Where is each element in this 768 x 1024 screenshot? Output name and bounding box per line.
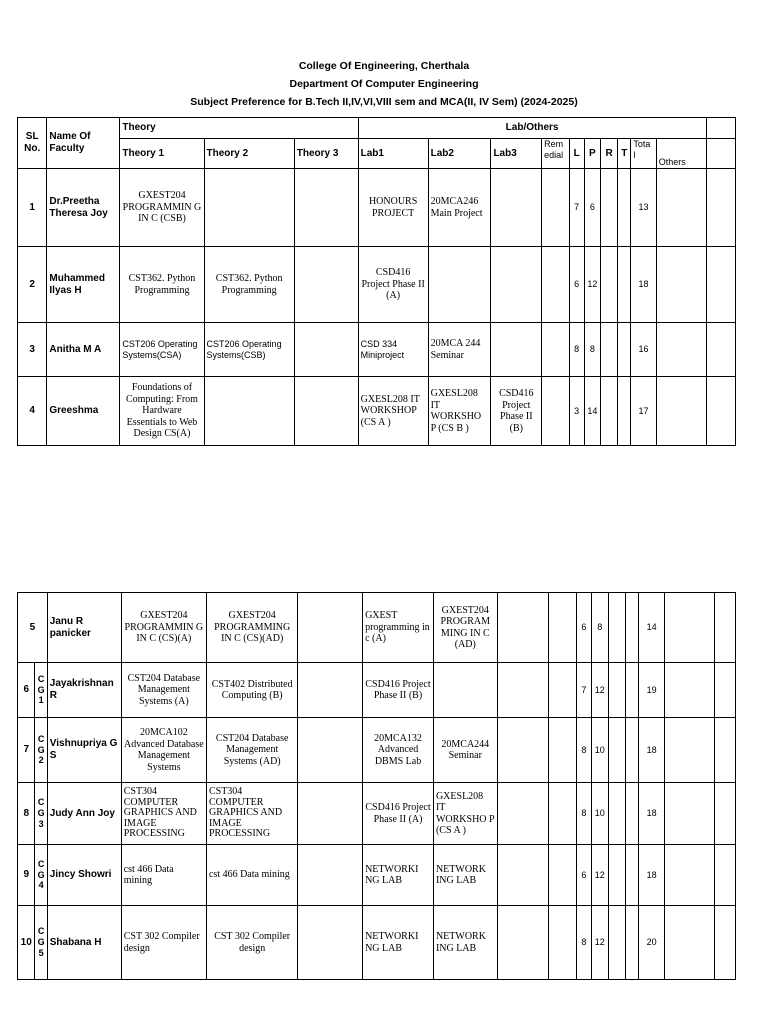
- cell-lab1: CSD416 Project Phase II (A): [363, 783, 434, 845]
- table-row: [18, 377, 736, 446]
- cell-lab1: NETWORKI NG LAB: [363, 906, 434, 980]
- cell-r: [608, 593, 625, 663]
- cell-remedial: [548, 718, 576, 783]
- cell-remedial: [548, 845, 576, 906]
- col-header-lab3: Lab3: [491, 139, 542, 169]
- empty-cell: [715, 663, 736, 718]
- cell-sl: 2: [18, 247, 47, 323]
- cell-lab2: 20MCA246 Main Project: [428, 169, 491, 247]
- col-header-p: P: [584, 139, 600, 169]
- cell-sl: 5: [18, 593, 48, 663]
- cell-theory3: [294, 247, 358, 323]
- cell-sl: 3: [18, 323, 47, 377]
- empty-cell: [706, 139, 736, 169]
- cell-lab3: [491, 247, 542, 323]
- cell-sl: 1: [18, 169, 47, 247]
- col-header-theory3: Theory 3: [294, 139, 358, 169]
- cell-lab1: GXESL208 IT WORKSHOP (CS A ): [358, 377, 428, 446]
- cell-theory1: cst 466 Data mining: [121, 845, 206, 906]
- cell-total: 18: [639, 718, 665, 783]
- empty-cell: [715, 718, 736, 783]
- table-row: [18, 169, 736, 247]
- cell-theory2: [204, 377, 294, 446]
- cell-theory1: CST204 Database Management Systems (A): [121, 663, 206, 718]
- cell-theory3: [298, 845, 363, 906]
- cell-lab2: [433, 663, 497, 718]
- cell-lab1: HONOURS PROJECT: [358, 169, 428, 247]
- col-header-sl: SL No.: [18, 118, 47, 169]
- col-header-name: Name Of Faculty: [47, 118, 120, 169]
- cell-others: [664, 663, 714, 718]
- cell-r: [608, 845, 625, 906]
- col-header-theory1: Theory 1: [120, 139, 204, 169]
- cell-theory2: CST204 Database Management Systems (AD): [206, 718, 297, 783]
- cell-theory1: CST 302 Compiler design: [121, 906, 206, 980]
- col-header-l: L: [569, 139, 584, 169]
- cell-l: 6: [569, 247, 584, 323]
- cell-total: 13: [631, 169, 656, 247]
- cell-group: C G 3: [35, 783, 47, 845]
- col-header-total: Tota l: [631, 139, 656, 169]
- cell-theory2: CST 302 Compiler design: [206, 906, 297, 980]
- cell-l: 7: [576, 663, 591, 718]
- cell-theory2: cst 466 Data mining: [206, 845, 297, 906]
- cell-l: 8: [576, 906, 591, 980]
- cell-theory2: CST362. Python Programming: [204, 247, 294, 323]
- cell-theory1: GXEST204 PROGRAMMIN G IN C (CSB): [120, 169, 204, 247]
- col-header-lab1: Lab1: [358, 139, 428, 169]
- cell-r: [608, 663, 625, 718]
- cell-theory1: 20MCA102 Advanced Database Management Systems: [121, 718, 206, 783]
- col-header-lab-others: Lab/Others: [358, 118, 706, 139]
- cell-name: Jincy Showri: [47, 845, 121, 906]
- cell-lab2: 20MCA244 Seminar: [433, 718, 497, 783]
- cell-theory3: [294, 169, 358, 247]
- cell-theory3: [298, 593, 363, 663]
- preference-table-bottom: [17, 592, 736, 980]
- cell-theory3: [294, 377, 358, 446]
- cell-r: [600, 169, 617, 247]
- cell-name: Dr.Preetha Theresa Joy: [47, 169, 120, 247]
- cell-p: 12: [584, 247, 600, 323]
- cell-p: 6: [584, 169, 600, 247]
- empty-cell: [715, 845, 736, 906]
- cell-total: 17: [631, 377, 656, 446]
- cell-p: 10: [592, 783, 608, 845]
- cell-lab3: [497, 845, 548, 906]
- cell-remedial: [548, 663, 576, 718]
- cell-lab3: [497, 663, 548, 718]
- table-row: [18, 593, 736, 663]
- cell-t: [625, 783, 638, 845]
- cell-p: 14: [584, 377, 600, 446]
- cell-remedial: [548, 593, 576, 663]
- cell-others: [664, 906, 714, 980]
- cell-lab2: GXEST204 PROGRAM MING IN C (AD): [433, 593, 497, 663]
- cell-l: 8: [569, 323, 584, 377]
- cell-p: 8: [584, 323, 600, 377]
- cell-lab2: GXESL208 IT WORKSHO P (CS B ): [428, 377, 491, 446]
- cell-r: [608, 906, 625, 980]
- cell-p: 8: [592, 593, 608, 663]
- cell-theory1: CST362. Python Programming: [120, 247, 204, 323]
- cell-lab2: NETWORK ING LAB: [433, 906, 497, 980]
- col-header-remedial: Rem edial: [542, 139, 569, 169]
- cell-lab1: 20MCA132 Advanced DBMS Lab: [363, 718, 434, 783]
- cell-l: 8: [576, 783, 591, 845]
- cell-total: 18: [631, 247, 656, 323]
- table-row: [18, 247, 736, 323]
- cell-theory2: GXEST204 PROGRAMMING IN C (CS)(AD): [206, 593, 297, 663]
- cell-lab2: GXESL208 IT WORKSHO P (CS A ): [433, 783, 497, 845]
- cell-theory2: CST304 COMPUTER GRAPHICS AND IMAGE PROCESSING: [206, 783, 297, 845]
- cell-t: [625, 663, 638, 718]
- cell-p: 12: [592, 663, 608, 718]
- preference-table-top: [17, 117, 736, 446]
- cell-lab3: [497, 718, 548, 783]
- cell-l: 6: [576, 845, 591, 906]
- cell-name: Judy Ann Joy: [47, 783, 121, 845]
- cell-t: [625, 906, 638, 980]
- cell-l: 6: [576, 593, 591, 663]
- empty-cell: [715, 593, 736, 663]
- cell-group: C G 2: [35, 718, 47, 783]
- cell-total: 18: [639, 783, 665, 845]
- cell-t: [625, 593, 638, 663]
- cell-lab3: [497, 906, 548, 980]
- col-header-theory2: Theory 2: [204, 139, 294, 169]
- col-header-theory: Theory: [120, 118, 358, 139]
- cell-sl: 9: [18, 845, 35, 906]
- cell-others: [664, 783, 714, 845]
- cell-theory2: [204, 169, 294, 247]
- cell-others: [656, 377, 706, 446]
- cell-lab1: CSD416 Project Phase II (B): [363, 663, 434, 718]
- cell-name: Greeshma: [47, 377, 120, 446]
- college-title: College Of Engineering, Cherthala: [298, 60, 470, 72]
- cell-name: Janu R panicker: [47, 593, 121, 663]
- cell-lab3: [497, 783, 548, 845]
- table-row: [18, 718, 736, 783]
- cell-r: [600, 247, 617, 323]
- cell-r: [600, 377, 617, 446]
- cell-t: [618, 323, 631, 377]
- cell-group: C G 4: [35, 845, 47, 906]
- cell-t: [625, 845, 638, 906]
- cell-p: 12: [592, 845, 608, 906]
- cell-theory1: CST304 COMPUTER GRAPHICS AND IMAGE PROCESSING: [121, 783, 206, 845]
- cell-lab1: NETWORKI NG LAB: [363, 845, 434, 906]
- cell-theory1: GXEST204 PROGRAMMIN G IN C (CS)(A): [121, 593, 206, 663]
- table-row: [18, 663, 736, 718]
- cell-r: [600, 323, 617, 377]
- cell-name: Muhammed Ilyas H: [47, 247, 120, 323]
- cell-theory3: [298, 718, 363, 783]
- cell-name: Anitha M A: [47, 323, 120, 377]
- cell-l: 8: [576, 718, 591, 783]
- col-header-others: Others: [656, 139, 706, 169]
- cell-r: [608, 783, 625, 845]
- cell-others: [656, 323, 706, 377]
- cell-remedial: [542, 377, 569, 446]
- cell-total: 16: [631, 323, 656, 377]
- cell-lab1: GXEST programming in c (A): [363, 593, 434, 663]
- cell-others: [656, 169, 706, 247]
- cell-name: Jayakrishnan R: [47, 663, 121, 718]
- cell-remedial: [542, 323, 569, 377]
- cell-p: 10: [592, 718, 608, 783]
- table-row: [18, 323, 736, 377]
- cell-sl: 6: [18, 663, 35, 718]
- cell-p: 12: [592, 906, 608, 980]
- cell-t: [618, 247, 631, 323]
- cell-t: [618, 377, 631, 446]
- cell-lab2: 20MCA 244 Seminar: [428, 323, 491, 377]
- cell-total: 14: [639, 593, 665, 663]
- cell-lab3: [497, 593, 548, 663]
- cell-theory2: CST206 Operating Systems(CSB): [204, 323, 294, 377]
- cell-name: Shabana H: [47, 906, 121, 980]
- cell-others: [664, 845, 714, 906]
- cell-lab2: [428, 247, 491, 323]
- cell-sl: 4: [18, 377, 47, 446]
- col-header-r: R: [600, 139, 617, 169]
- document-subtitle: Subject Preference for B.Tech II,IV,VI,VIII sem and MCA(II, IV Sem) (2024-2025): [190, 96, 578, 108]
- cell-lab3: [491, 169, 542, 247]
- cell-r: [608, 718, 625, 783]
- cell-sl: 7: [18, 718, 35, 783]
- cell-group: C G 1: [35, 663, 47, 718]
- cell-others: [664, 718, 714, 783]
- cell-others: [664, 593, 714, 663]
- cell-theory3: [298, 783, 363, 845]
- cell-others: [656, 247, 706, 323]
- cell-theory1: CST206 Operating Systems(CSA): [120, 323, 204, 377]
- empty-cell: [706, 377, 736, 446]
- cell-name: Vishnupriya G S: [47, 718, 121, 783]
- cell-sl: 10: [18, 906, 35, 980]
- empty-cell: [706, 118, 736, 139]
- empty-cell: [706, 247, 736, 323]
- cell-remedial: [542, 169, 569, 247]
- empty-cell: [706, 323, 736, 377]
- cell-remedial: [542, 247, 569, 323]
- cell-t: [618, 169, 631, 247]
- empty-cell: [715, 906, 736, 980]
- cell-l: 7: [569, 169, 584, 247]
- cell-l: 3: [569, 377, 584, 446]
- cell-theory3: [294, 323, 358, 377]
- cell-remedial: [548, 906, 576, 980]
- cell-group: C G 5: [35, 906, 47, 980]
- cell-lab1: CSD 334 Miniproject: [358, 323, 428, 377]
- cell-total: 19: [639, 663, 665, 718]
- empty-cell: [715, 783, 736, 845]
- cell-theory1: Foundations of Computing: From Hardware Essentials to Web Design CS(A): [120, 377, 204, 446]
- cell-t: [625, 718, 638, 783]
- col-header-t: T: [618, 139, 631, 169]
- cell-total: 20: [639, 906, 665, 980]
- table-row: [18, 906, 736, 980]
- table-row: [18, 845, 736, 906]
- empty-cell: [706, 169, 736, 247]
- cell-lab1: CSD416 Project Phase II (A): [358, 247, 428, 323]
- cell-theory2: CST402 Distributed Computing (B): [206, 663, 297, 718]
- cell-lab2: NETWORK ING LAB: [433, 845, 497, 906]
- cell-remedial: [548, 783, 576, 845]
- cell-total: 18: [639, 845, 665, 906]
- cell-lab3: CSD416 Project Phase II (B): [491, 377, 542, 446]
- cell-theory3: [298, 906, 363, 980]
- cell-lab3: [491, 323, 542, 377]
- department-title: Department Of Computer Engineering: [289, 78, 479, 90]
- col-header-lab2: Lab2: [428, 139, 491, 169]
- table-row: [18, 783, 736, 845]
- cell-sl: 8: [18, 783, 35, 845]
- cell-theory3: [298, 663, 363, 718]
